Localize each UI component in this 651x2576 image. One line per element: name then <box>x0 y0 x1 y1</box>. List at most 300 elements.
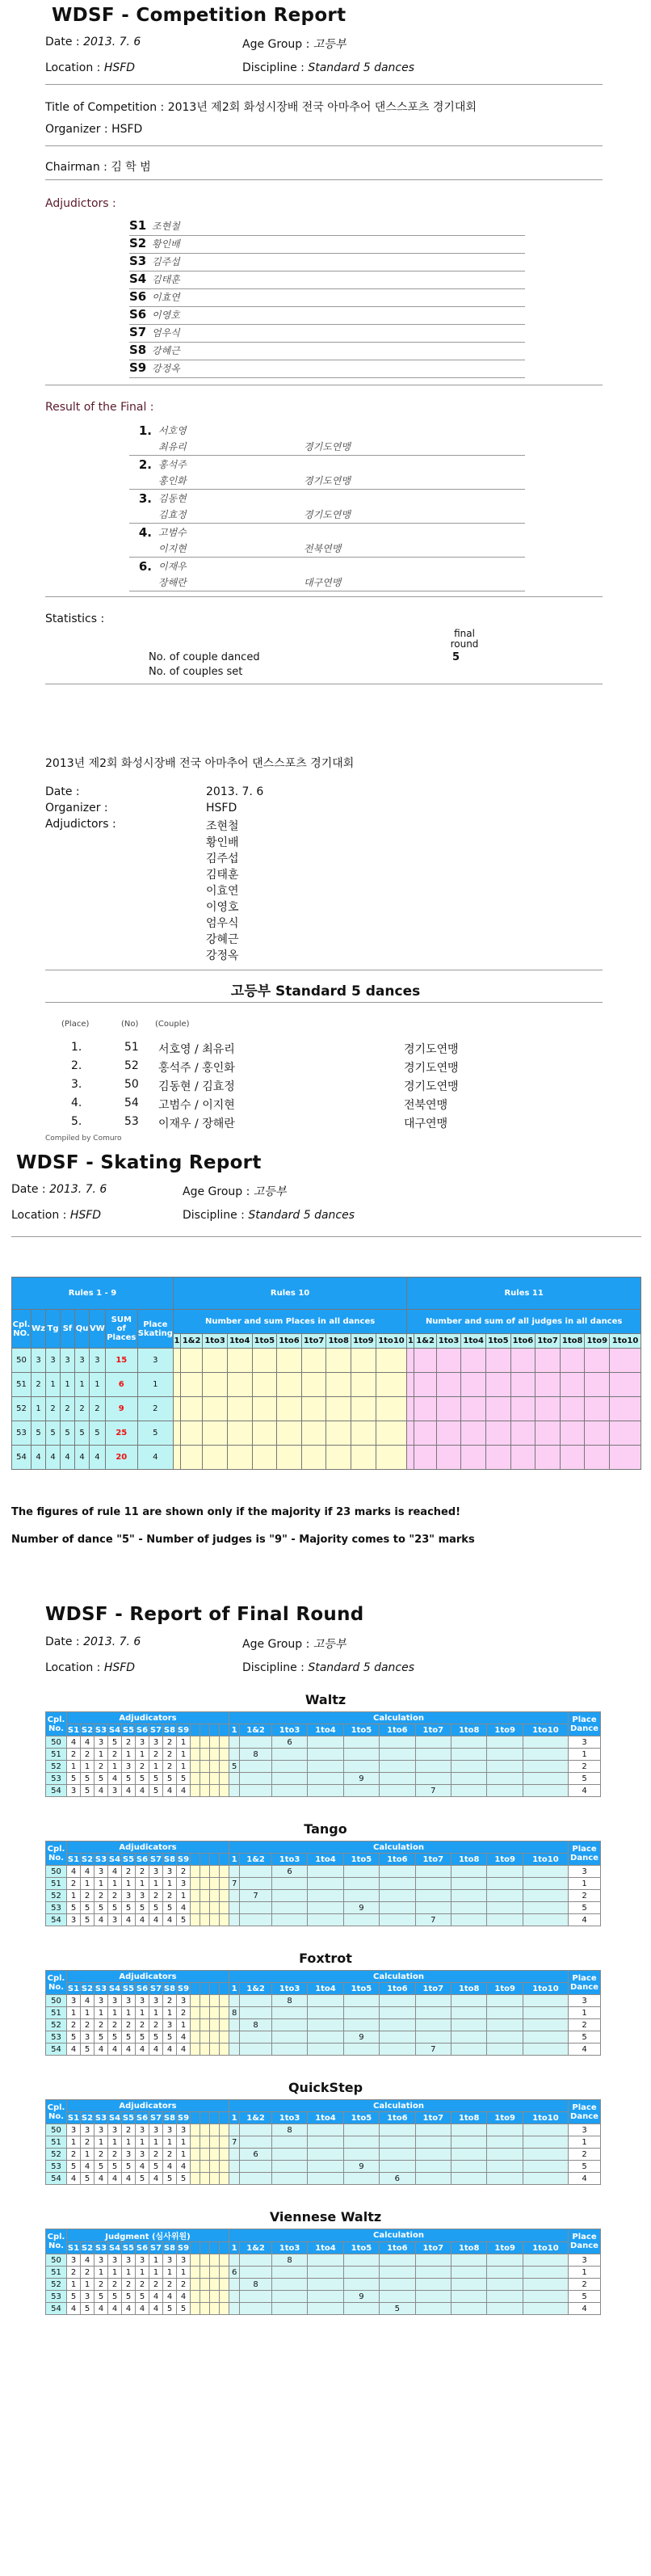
calc-cell <box>523 1878 568 1890</box>
dance-cpl: 54 <box>46 1914 67 1926</box>
col-cpl-no: Cpl. No. <box>46 2100 67 2124</box>
calc-cell <box>452 2149 487 2161</box>
calc-cell <box>452 1785 487 1797</box>
skating-cpl: 51 <box>12 1373 32 1397</box>
calc-col: 1to7 <box>415 2242 451 2254</box>
calc-cell <box>452 2031 487 2044</box>
mark-empty <box>200 2291 210 2303</box>
calc-cell <box>229 2291 240 2303</box>
calc-cell <box>452 2254 487 2267</box>
dance-row <box>46 1749 601 1761</box>
rule10-cell <box>351 1446 376 1470</box>
calc-cell <box>523 2161 568 2173</box>
mark-cell: 1 <box>122 1749 136 1761</box>
mark-cell: 4 <box>122 2173 136 2185</box>
calc-cell <box>308 2044 343 2056</box>
mark-empty <box>191 1749 200 1761</box>
adjudicator-code: S4 <box>129 271 147 286</box>
rule10-cell <box>277 1446 302 1470</box>
calc-cell <box>380 1736 415 1749</box>
mark-empty <box>220 1995 229 2007</box>
judge-col-empty <box>220 2242 229 2254</box>
calc-cell <box>487 1914 523 1926</box>
rule11-cell <box>610 1446 641 1470</box>
dance-header-1 <box>46 2229 601 2242</box>
dance-cpl: 51 <box>46 1878 67 1890</box>
calc-col: 1to7 <box>415 1724 451 1736</box>
calc-cell <box>240 1914 272 1926</box>
final-entry-line2 <box>129 575 525 591</box>
sk-disc: Standard 5 dances <box>248 1209 355 1222</box>
calc-cell <box>271 1749 307 1761</box>
dance-row <box>46 1902 601 1914</box>
rule11-cell <box>560 1421 585 1446</box>
mark-cell: 5 <box>81 2173 94 2185</box>
calc-cell <box>229 2019 240 2031</box>
final-entry <box>129 457 525 490</box>
mark-empty <box>200 1902 210 1914</box>
mark-cell: 1 <box>177 2267 191 2279</box>
mark-empty <box>210 1878 220 1890</box>
mark-empty <box>220 1736 229 1749</box>
mark-empty <box>220 2136 229 2149</box>
sk-date-label: Date : <box>11 1183 46 1196</box>
skating-title: WDSF - Skating Report <box>16 1152 262 1173</box>
mark-cell: 5 <box>177 1773 191 1785</box>
rule10-cell <box>351 1373 376 1397</box>
place-dance: 3 <box>569 1866 601 1878</box>
calc-cell <box>380 2007 415 2019</box>
calc-cell <box>308 2007 343 2019</box>
summary-row <box>32 1059 533 1079</box>
rule11-cell <box>585 1349 610 1373</box>
rule11-cell <box>585 1446 610 1470</box>
rule11-cell <box>610 1373 641 1397</box>
judge-col: S5 <box>122 1854 135 1864</box>
calc-col: 1to4 <box>308 1983 343 1995</box>
place-dance: 5 <box>569 1902 601 1914</box>
mark-cell: 3 <box>122 2254 136 2267</box>
mark-cell: 5 <box>122 2161 136 2173</box>
summary-place: 3. <box>71 1078 82 1091</box>
mark-cell: 3 <box>67 2124 81 2136</box>
judge-col-empty <box>210 1854 220 1866</box>
col-cpl: Cpl. NO. <box>12 1310 32 1349</box>
calc-cell <box>343 2173 379 2185</box>
calc-cell: 8 <box>240 2279 272 2291</box>
mark-cell: 3 <box>149 1866 163 1878</box>
skating-dance-place: 1 <box>61 1373 75 1397</box>
mark-cell: 4 <box>108 2044 122 2056</box>
calc-cell: 7 <box>415 1914 451 1926</box>
mark-empty <box>200 2149 210 2161</box>
mark-cell: 5 <box>67 2031 81 2044</box>
final-partner-b: 홍인화 <box>158 475 187 486</box>
final-entry-line2 <box>129 474 525 490</box>
judge-col-empty <box>210 2242 220 2254</box>
mark-empty <box>200 1995 210 2007</box>
mark-cell: 4 <box>67 2303 81 2315</box>
mark-cell: 1 <box>149 2254 163 2267</box>
summary-place: 4. <box>71 1096 82 1109</box>
mark-empty <box>220 2303 229 2315</box>
mark-cell: 1 <box>163 1878 177 1890</box>
mark-cell: 1 <box>108 2267 122 2279</box>
calc-cell <box>452 1995 487 2007</box>
calc-cell <box>271 1890 307 1902</box>
rule11-cell <box>436 1349 461 1373</box>
calc-col: 1to9 <box>487 1983 523 1995</box>
calc-cell <box>240 1902 272 1914</box>
rule11-cell <box>610 1397 641 1421</box>
mark-cell: 1 <box>81 2279 94 2291</box>
rule10-cell <box>252 1397 277 1421</box>
judge-col: S5 <box>122 2113 135 2123</box>
skating-dance-place: 5 <box>61 1421 75 1446</box>
dance-cpl: 52 <box>46 2279 67 2291</box>
mark-cell: 1 <box>177 2136 191 2149</box>
calc-cell <box>343 1761 379 1773</box>
mark-empty <box>191 1878 200 1890</box>
dance-name: Tango <box>304 1821 347 1837</box>
calc-cell <box>487 1761 523 1773</box>
mark-cell: 3 <box>108 1995 122 2007</box>
mark-cell: 3 <box>94 2124 108 2136</box>
mark-cell: 1 <box>67 1761 81 1773</box>
discipline-label: Discipline : <box>242 61 304 74</box>
rule10-cell <box>181 1397 203 1421</box>
calc-cell <box>229 1785 240 1797</box>
calc-cell: 6 <box>271 1866 307 1878</box>
judge-col: S3 <box>94 1725 107 1735</box>
age-value: 고등부 <box>313 38 346 51</box>
calc-cell <box>240 2267 272 2279</box>
skating-cpl: 50 <box>12 1349 32 1373</box>
mark-empty <box>191 1902 200 1914</box>
calc-cell <box>415 2161 451 2173</box>
calc-cell: 8 <box>229 2007 240 2019</box>
calc-col: 1to5 <box>343 1854 379 1866</box>
mark-cell: 4 <box>177 2044 191 2056</box>
place-dance: 3 <box>569 2124 601 2136</box>
mark-cell: 1 <box>177 2149 191 2161</box>
rule-col: 1to3 <box>436 1334 461 1349</box>
rule10-cell <box>227 1349 252 1373</box>
fr-date: 2013. 7. 6 <box>83 1635 141 1648</box>
mark-cell: 1 <box>136 1878 149 1890</box>
mark-cell: 4 <box>163 2044 177 2056</box>
mark-empty <box>220 2007 229 2019</box>
mark-cell: 5 <box>94 1773 108 1785</box>
mark-cell: 3 <box>122 2149 136 2161</box>
calc-col: 1to5 <box>343 2112 379 2124</box>
calc-col: 1 <box>229 1854 240 1866</box>
dance-header-2 <box>46 2112 601 2124</box>
rule11-cell <box>510 1373 536 1397</box>
col-place: (Place) <box>61 1020 90 1029</box>
location-value: HSFD <box>103 61 136 74</box>
rule11-cell <box>536 1397 561 1421</box>
adjudicator-name: 김주섭 <box>152 256 180 267</box>
mark-empty <box>210 2267 220 2279</box>
skating-row <box>12 1446 641 1470</box>
judge-col: S2 <box>81 2113 94 2123</box>
calc-cell <box>487 1736 523 1749</box>
calc-cell: 8 <box>271 2254 307 2267</box>
judge-col-empty <box>210 2112 220 2124</box>
mark-cell: 3 <box>136 2149 149 2161</box>
mark-cell: 3 <box>81 2291 94 2303</box>
rule10-cell <box>203 1446 228 1470</box>
calc-cell <box>229 2254 240 2267</box>
calc-cell <box>343 1866 379 1878</box>
mark-cell: 5 <box>122 1902 136 1914</box>
judge-col: S4 <box>108 1854 121 1864</box>
mark-cell: 4 <box>149 1914 163 1926</box>
rule-col: 1 <box>173 1334 180 1349</box>
summary-org-label: Organizer : <box>45 802 108 814</box>
skating-dance-place: 5 <box>90 1421 106 1446</box>
col-calculation: Calculation <box>229 1971 569 1983</box>
mark-cell: 4 <box>149 2303 163 2315</box>
calc-cell <box>271 1914 307 1926</box>
final-title: WDSF - Report of Final Round <box>45 1604 364 1625</box>
summary-couple: 이재우 / 장해란 <box>158 1118 235 1130</box>
final-partner-b: 장해란 <box>158 577 187 588</box>
mark-cell: 5 <box>94 2291 108 2303</box>
dance-cpl: 50 <box>46 2254 67 2267</box>
calc-cell <box>487 2019 523 2031</box>
calc-col: 1to6 <box>380 2242 415 2254</box>
mark-empty <box>220 2279 229 2291</box>
calc-cell <box>452 2303 487 2315</box>
rule-col: 1to8 <box>326 1334 351 1349</box>
col-place-dance: Place Dance <box>569 1712 601 1736</box>
place-dance: 1 <box>569 2007 601 2019</box>
rule11-cell <box>560 1373 585 1397</box>
mark-cell: 4 <box>81 1995 94 2007</box>
calc-cell <box>523 1890 568 1902</box>
rule11-cell <box>560 1397 585 1421</box>
mark-cell: 1 <box>67 2007 81 2019</box>
col-cpl-no: Cpl. No. <box>46 2229 67 2254</box>
calc-cell <box>523 2031 568 2044</box>
mark-cell: 4 <box>94 2044 108 2056</box>
rule10-cell <box>181 1373 203 1397</box>
mark-cell: 4 <box>136 1914 149 1926</box>
calc-cell <box>308 1761 343 1773</box>
mark-cell: 4 <box>177 1902 191 1914</box>
mark-empty <box>200 2279 210 2291</box>
skating-dance-place: 4 <box>90 1446 106 1470</box>
judge-col: S1 <box>67 1725 80 1735</box>
mark-cell: 5 <box>81 1902 94 1914</box>
rule10-cell <box>326 1397 351 1421</box>
rule11-cell <box>461 1397 486 1421</box>
dance-name: Viennese Waltz <box>269 2209 382 2225</box>
mark-cell: 4 <box>81 2254 94 2267</box>
dance-cpl: 52 <box>46 2019 67 2031</box>
fr-loc-label: Location : <box>45 1661 101 1674</box>
place-dance: 2 <box>569 1761 601 1773</box>
rule10-cell <box>173 1349 180 1373</box>
rule11-cell <box>585 1373 610 1397</box>
dance-table <box>45 1841 601 1926</box>
mark-cell: 1 <box>163 2007 177 2019</box>
mark-empty <box>220 1785 229 1797</box>
mark-empty <box>220 2254 229 2267</box>
skating-place: 4 <box>137 1446 173 1470</box>
judge-col-empty <box>210 1983 220 1995</box>
rule11-cell <box>414 1446 436 1470</box>
mark-cell: 3 <box>108 2124 122 2136</box>
judge-col: S4 <box>108 1984 121 1993</box>
calc-col: 1 <box>229 1983 240 1995</box>
calc-cell <box>240 2136 272 2149</box>
calc-cell <box>380 1902 415 1914</box>
final-entry <box>129 525 525 558</box>
calc-cell <box>343 1736 379 1749</box>
calc-cell <box>271 1785 307 1797</box>
summary-place: 1. <box>71 1041 82 1054</box>
statistics-label: Statistics : <box>45 612 105 625</box>
calc-cell <box>523 2254 568 2267</box>
mark-empty <box>200 2044 210 2056</box>
calc-cell <box>380 1785 415 1797</box>
adjudicator-name: 황인배 <box>152 238 180 250</box>
col-cpl-no: Cpl. No. <box>46 1971 67 1995</box>
calc-cell <box>343 2303 379 2315</box>
adjudicator-code: S9 <box>129 360 147 375</box>
mark-cell: 5 <box>122 1773 136 1785</box>
col-place: Place Skating <box>137 1310 173 1349</box>
calc-cell: 9 <box>343 1902 379 1914</box>
rule10-cell <box>351 1421 376 1446</box>
dance-cpl: 53 <box>46 1902 67 1914</box>
judge-col: S1 <box>67 1984 80 1993</box>
mark-cell: 2 <box>94 1761 108 1773</box>
calc-cell: 6 <box>380 2173 415 2185</box>
skating-dance-place: 3 <box>61 1349 75 1373</box>
calc-cell <box>380 1890 415 1902</box>
adjudicator-name: 이영호 <box>152 309 180 321</box>
skating-sum: 15 <box>105 1349 137 1373</box>
rule-col: 1&2 <box>414 1334 436 1349</box>
place-dance: 2 <box>569 2019 601 2031</box>
calc-cell <box>487 1773 523 1785</box>
mark-empty <box>210 2279 220 2291</box>
mark-cell: 4 <box>149 2044 163 2056</box>
calc-cell <box>487 2044 523 2056</box>
summary-row <box>32 1078 533 1097</box>
mark-cell: 1 <box>94 1749 108 1761</box>
mark-cell: 1 <box>149 2267 163 2279</box>
calc-cell <box>487 2267 523 2279</box>
calc-cell <box>240 1866 272 1878</box>
mark-cell: 3 <box>149 1736 163 1749</box>
calc-col: 1to7 <box>415 1983 451 1995</box>
dance-cpl: 51 <box>46 2267 67 2279</box>
summary-row <box>32 1041 533 1060</box>
dance-name: Waltz <box>304 1692 346 1707</box>
rule-col: 1to6 <box>510 1334 536 1349</box>
rule10-cell <box>173 1421 180 1446</box>
skating-dance-place: 3 <box>90 1349 106 1373</box>
calc-cell <box>343 2254 379 2267</box>
calc-col: 1to10 <box>523 1724 568 1736</box>
calc-cell <box>487 2291 523 2303</box>
mark-cell: 4 <box>108 1866 122 1878</box>
mark-cell: 5 <box>149 1785 163 1797</box>
rule-col: 1to5 <box>252 1334 277 1349</box>
dance-header-2 <box>46 1724 601 1736</box>
calc-cell <box>271 2303 307 2315</box>
adjudicator-row <box>129 343 525 360</box>
place-dance: 4 <box>569 2303 601 2315</box>
calc-cell <box>240 1736 272 1749</box>
mark-cell: 2 <box>177 1866 191 1878</box>
summary-date: 2013. 7. 6 <box>206 785 264 798</box>
adjudicator-name: 이효연 <box>152 292 180 303</box>
place-dance: 5 <box>569 2161 601 2173</box>
mark-cell: 5 <box>136 2173 149 2185</box>
final-club: 경기도연맹 <box>304 475 351 486</box>
skating-place: 1 <box>137 1373 173 1397</box>
mark-cell: 1 <box>177 2019 191 2031</box>
mark-cell: 2 <box>163 2149 177 2161</box>
col-couple: (Couple) <box>155 1020 190 1029</box>
rule10-cell <box>376 1349 407 1373</box>
mark-cell: 4 <box>177 2031 191 2044</box>
summary-adjudicator-name: 조현철 <box>206 820 239 833</box>
mark-cell: 4 <box>163 2161 177 2173</box>
mark-cell: 5 <box>163 2303 177 2315</box>
calc-cell: 8 <box>271 1995 307 2007</box>
col-cpl-no: Cpl. No. <box>46 1712 67 1736</box>
mark-cell: 1 <box>122 2267 136 2279</box>
calc-cell <box>487 1785 523 1797</box>
mark-cell: 5 <box>94 1902 108 1914</box>
judge-col: S2 <box>81 1725 94 1735</box>
calc-cell <box>452 2136 487 2149</box>
mark-cell: 1 <box>122 1878 136 1890</box>
calc-col: 1to10 <box>523 1983 568 1995</box>
mark-cell: 2 <box>149 2279 163 2291</box>
rule11-cell <box>536 1446 561 1470</box>
skating-dance-place: 2 <box>90 1397 106 1421</box>
mark-cell: 1 <box>67 1890 81 1902</box>
mark-cell: 3 <box>94 1866 108 1878</box>
calc-cell <box>523 2173 568 2185</box>
calc-col: 1to7 <box>415 1854 451 1866</box>
rule10-cell <box>351 1397 376 1421</box>
mark-cell: 5 <box>81 1914 94 1926</box>
mark-cell: 4 <box>67 2173 81 2185</box>
mark-empty <box>191 1736 200 1749</box>
place-dance: 5 <box>569 1773 601 1785</box>
mark-empty <box>220 2044 229 2056</box>
judge-col: S4 <box>108 2243 121 2253</box>
calc-cell <box>380 1761 415 1773</box>
dance-cpl: 51 <box>46 1749 67 1761</box>
adjudicator-name: 강정옥 <box>152 363 180 374</box>
mark-cell: 3 <box>67 1914 81 1926</box>
summary-no: 54 <box>124 1096 139 1109</box>
calc-cell <box>229 1995 240 2007</box>
mark-empty <box>220 1902 229 1914</box>
mark-cell: 5 <box>149 2031 163 2044</box>
final-entry <box>129 559 525 591</box>
